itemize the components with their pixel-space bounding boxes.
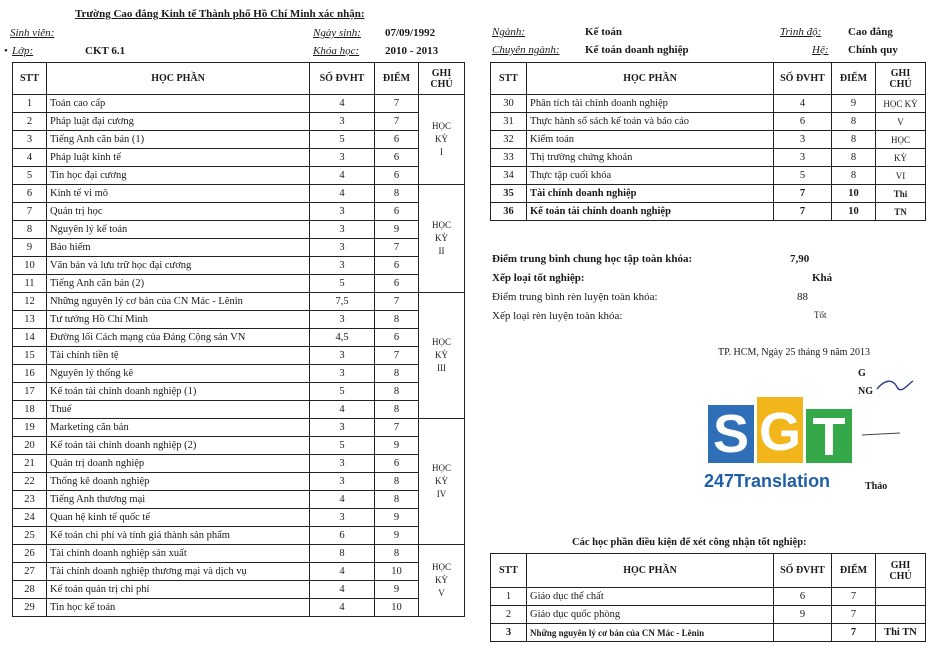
semester-cell	[419, 293, 465, 419]
row-score: 8	[832, 131, 876, 149]
row-stt: 32	[491, 131, 527, 149]
row-note: KỲ	[876, 149, 926, 167]
row-credits: 7	[774, 185, 832, 203]
table-row	[13, 167, 465, 185]
row-credits: 4	[310, 563, 375, 581]
row-score: 6	[375, 149, 419, 167]
row-subject: Nguyên lý thống kê	[47, 365, 310, 383]
dob-value: 07/09/1992	[385, 27, 436, 39]
row-score: 9	[375, 509, 419, 527]
row-subject: Tiếng Anh căn bản (1)	[47, 131, 310, 149]
row-stt: 33	[491, 149, 527, 167]
row-score: 8	[832, 167, 876, 185]
row-subject: Kế toán tài chính doanh nghiệp (1)	[47, 383, 310, 401]
table-row	[13, 437, 465, 455]
row-subject: Phân tích tài chính doanh nghiệp	[527, 95, 774, 113]
col-score: ĐIỂM	[832, 554, 876, 588]
table-row	[13, 113, 465, 131]
row-credits: 6	[774, 588, 832, 606]
student-label: Sinh viên:	[10, 27, 55, 39]
table-row	[13, 311, 465, 329]
table-row	[13, 257, 465, 275]
col-subject: HỌC PHẦN	[527, 554, 774, 588]
row-credits: 4	[310, 95, 375, 113]
table-row	[13, 131, 465, 149]
row-credits: 3	[310, 239, 375, 257]
table-row	[491, 167, 926, 185]
row-subject: Quan hệ kinh tế quốc tế	[47, 509, 310, 527]
row-stt: 5	[13, 167, 47, 185]
spec-value: Kế toán doanh nghiệp	[585, 44, 689, 56]
row-stt: 13	[13, 311, 47, 329]
row-stt: 10	[13, 257, 47, 275]
row-subject: Marketing căn bản	[47, 419, 310, 437]
row-stt: 25	[13, 527, 47, 545]
row-credits: 7,5	[310, 293, 375, 311]
row-credits: 5	[310, 383, 375, 401]
row-subject: Đường lối Cách mạng của Đảng Cộng sản VN	[47, 329, 310, 347]
row-stt: 29	[13, 599, 47, 617]
row-subject: Toán cao cấp	[47, 95, 310, 113]
row-credits: 3	[310, 221, 375, 239]
gpa-label: Điểm trung bình chung học tập toàn khóa:	[492, 253, 693, 265]
semester-label: KỲ	[435, 134, 448, 144]
row-score: 6	[375, 167, 419, 185]
row-score: 8	[375, 185, 419, 203]
row-subject: Những nguyên lý cơ bản của CN Mác - Lênin	[527, 624, 774, 642]
row-stt: 1	[13, 95, 47, 113]
semester-label: HỌC	[431, 121, 451, 131]
row-score: 9	[375, 581, 419, 599]
row-score: 6	[375, 329, 419, 347]
row-score: 8	[375, 545, 419, 563]
col-credits: SỐ ĐVHT	[310, 63, 375, 95]
row-subject: Thống kê doanh nghiệp	[47, 473, 310, 491]
row-stt: 27	[13, 563, 47, 581]
col-score: ĐIỂM	[375, 63, 419, 95]
conduct-value: 88	[797, 291, 808, 303]
row-stt: 2	[13, 113, 47, 131]
row-note	[876, 588, 926, 606]
row-stt: 11	[13, 275, 47, 293]
row-credits: 5	[774, 167, 832, 185]
system-value: Chính quy	[848, 44, 898, 56]
row-stt: 12	[13, 293, 47, 311]
row-note: Thi TN	[876, 624, 926, 642]
row-score: 9	[832, 95, 876, 113]
row-score: 7	[375, 239, 419, 257]
logo-letter-s: S	[708, 405, 754, 463]
row-subject: Tài chính tiền tệ	[47, 347, 310, 365]
row-stt: 36	[491, 203, 527, 221]
row-score: 6	[375, 257, 419, 275]
table-row	[13, 491, 465, 509]
row-note: Thi	[876, 185, 926, 203]
row-subject: Tiếng Anh thương mại	[47, 491, 310, 509]
row-subject: Kế toán tài chính doanh nghiệp	[527, 203, 774, 221]
bullet: •	[4, 45, 8, 57]
conditions-table	[490, 553, 926, 642]
col-subject: HỌC PHẦN	[47, 63, 310, 95]
col-stt: STT	[491, 554, 527, 588]
table-row	[13, 221, 465, 239]
col-score: ĐIỂM	[832, 63, 876, 95]
row-stt: 7	[13, 203, 47, 221]
table-row	[13, 455, 465, 473]
col-credits: SỐ ĐVHT	[774, 554, 832, 588]
table-row	[491, 131, 926, 149]
row-credits: 3	[774, 149, 832, 167]
conduct-rank-value: Tốt	[814, 310, 827, 320]
semester-cell	[419, 95, 465, 185]
row-credits: 9	[774, 606, 832, 624]
row-score: 9	[375, 437, 419, 455]
dob-label: Ngày sinh:	[313, 27, 361, 39]
semester-label: HỌC	[431, 463, 451, 473]
row-subject: Thuế	[47, 401, 310, 419]
row-score: 6	[375, 455, 419, 473]
row-score: 8	[375, 473, 419, 491]
row-stt: 16	[13, 365, 47, 383]
row-stt: 14	[13, 329, 47, 347]
semester-label: III	[437, 363, 446, 373]
rank-value: Khá	[812, 272, 833, 284]
table-row	[13, 419, 465, 437]
row-credits: 3	[774, 131, 832, 149]
rank-label: Xếp loại tốt nghiệp:	[492, 272, 585, 284]
semester-label: IV	[436, 489, 447, 499]
row-stt: 3	[13, 131, 47, 149]
row-credits: 4	[310, 401, 375, 419]
row-credits: 6	[774, 113, 832, 131]
row-credits: 3	[310, 149, 375, 167]
row-subject: Kế toán chi phí và tính giá thành sản phẩm	[47, 527, 310, 545]
row-subject: Bảo hiểm	[47, 239, 310, 257]
col-stt: STT	[491, 63, 527, 95]
row-credits: 5	[310, 437, 375, 455]
row-score: 9	[375, 221, 419, 239]
semester-cell	[419, 545, 465, 617]
table-row	[491, 113, 926, 131]
row-credits: 3	[310, 455, 375, 473]
level-label: Trình độ:	[780, 26, 822, 38]
table-row	[491, 588, 926, 606]
table-row	[491, 606, 926, 624]
row-score: 8	[832, 113, 876, 131]
row-subject: Quản trị doanh nghiệp	[47, 455, 310, 473]
row-score: 7	[375, 419, 419, 437]
table-row	[491, 185, 926, 203]
logo-letter-t: T	[806, 409, 852, 463]
semester-label: HỌC	[431, 220, 451, 230]
col-note: GHI CHÚ	[419, 63, 465, 95]
watermark-logo	[700, 395, 860, 505]
row-stt: 24	[13, 509, 47, 527]
row-stt: 8	[13, 221, 47, 239]
row-score: 10	[832, 185, 876, 203]
class-value: CKT 6.1	[85, 45, 126, 57]
row-stt: 19	[13, 419, 47, 437]
semester-label: KỲ	[435, 350, 448, 360]
row-stt: 4	[13, 149, 47, 167]
major-value: Kế toán	[585, 26, 622, 38]
signer-name-fragment: Thảo	[865, 481, 888, 492]
row-subject: Thực tập cuối khóa	[527, 167, 774, 185]
row-credits: 6	[310, 527, 375, 545]
conduct-rank-label: Xếp loại rèn luyện toàn khóa:	[492, 310, 623, 322]
semester-cell	[419, 419, 465, 545]
row-score: 7	[375, 95, 419, 113]
row-score: 10	[375, 599, 419, 617]
row-score: 8	[832, 149, 876, 167]
row-note: V	[876, 113, 926, 131]
row-stt: 28	[13, 581, 47, 599]
row-stt: 20	[13, 437, 47, 455]
row-score: 8	[375, 401, 419, 419]
row-score: 7	[832, 624, 876, 642]
level-value: Cao đẳng	[848, 26, 893, 38]
table-row	[13, 329, 465, 347]
row-score: 6	[375, 131, 419, 149]
signature-fragment: NG	[858, 386, 873, 397]
row-credits: 3	[310, 419, 375, 437]
row-score: 7	[375, 347, 419, 365]
row-credits: 4	[310, 581, 375, 599]
table-row	[13, 383, 465, 401]
row-subject: Pháp luật kinh tế	[47, 149, 310, 167]
semester-label: HỌC	[431, 337, 451, 347]
row-stt: 35	[491, 185, 527, 203]
row-subject: Giáo dục quốc phòng	[527, 606, 774, 624]
row-note: VI	[876, 167, 926, 185]
row-score: 8	[375, 365, 419, 383]
row-subject: Giáo dục thể chất	[527, 588, 774, 606]
table-row	[13, 401, 465, 419]
class-label: Lớp:	[12, 45, 34, 57]
row-stt: 30	[491, 95, 527, 113]
row-credits: 3	[310, 311, 375, 329]
signature-mark	[860, 425, 920, 445]
logo-letter-g: G	[757, 397, 803, 463]
row-score: 6	[375, 275, 419, 293]
row-subject: Tiếng Anh căn bản (2)	[47, 275, 310, 293]
row-subject: Tư tưởng Hồ Chí Minh	[47, 311, 310, 329]
row-stt: 22	[13, 473, 47, 491]
row-credits: 4	[310, 599, 375, 617]
row-subject: Kế toán quản trị chi phí	[47, 581, 310, 599]
row-stt: 15	[13, 347, 47, 365]
table-row	[491, 203, 926, 221]
row-subject: Pháp luật đại cương	[47, 113, 310, 131]
row-stt: 21	[13, 455, 47, 473]
row-stt: 23	[13, 491, 47, 509]
row-subject: Nguyên lý kế toán	[47, 221, 310, 239]
semester-label: KỲ	[435, 233, 448, 243]
row-subject: Kế toán tài chính doanh nghiệp (2)	[47, 437, 310, 455]
row-credits: 4	[774, 95, 832, 113]
table-row	[13, 203, 465, 221]
table-row	[13, 275, 465, 293]
row-credits: 5	[310, 275, 375, 293]
row-subject: Những nguyên lý cơ bản của CN Mác - Lênin	[47, 293, 310, 311]
table-row	[491, 624, 926, 642]
table-row	[491, 149, 926, 167]
row-credits: 3	[310, 365, 375, 383]
col-note: GHI CHÚ	[876, 554, 926, 588]
row-credits: 3	[310, 347, 375, 365]
row-subject: Kiểm toán	[527, 131, 774, 149]
semester-label: V	[438, 588, 445, 598]
row-credits: 3	[310, 203, 375, 221]
row-subject: Thị trường chứng khoán	[527, 149, 774, 167]
logo-caption: 247Translation	[704, 471, 831, 491]
row-score: 10	[375, 563, 419, 581]
row-note: HỌC KỲ	[876, 95, 926, 113]
row-credits: 3	[310, 473, 375, 491]
table-row	[13, 563, 465, 581]
row-subject: Tài chính doanh nghiệp sản xuất	[47, 545, 310, 563]
row-subject: Tài chính doanh nghiệp	[527, 185, 774, 203]
conditions-title: Các học phần điều kiện để xét công nhận tốt nghiệp:	[572, 537, 807, 548]
row-score: 8	[375, 311, 419, 329]
signature-mark	[875, 375, 915, 395]
system-label: Hệ:	[812, 44, 829, 56]
spec-label: Chuyên ngành:	[492, 44, 560, 56]
row-credits: 4,5	[310, 329, 375, 347]
row-note	[876, 606, 926, 624]
col-credits: SỐ ĐVHT	[774, 63, 832, 95]
row-credits	[774, 624, 832, 642]
table-row	[13, 581, 465, 599]
row-stt: 18	[13, 401, 47, 419]
course-value: 2010 - 2013	[385, 45, 439, 57]
row-credits: 4	[310, 167, 375, 185]
row-stt: 1	[491, 588, 527, 606]
row-subject: Quản trị học	[47, 203, 310, 221]
table-row	[13, 95, 465, 113]
semester-label: KỲ	[435, 575, 448, 585]
row-score: 9	[375, 527, 419, 545]
col-subject: HỌC PHẦN	[527, 63, 774, 95]
row-stt: 6	[13, 185, 47, 203]
row-score: 7	[832, 588, 876, 606]
row-subject: Thực hành sổ sách kế toán và báo cáo	[527, 113, 774, 131]
table-row	[13, 365, 465, 383]
row-subject: Kinh tế vi mô	[47, 185, 310, 203]
row-subject: Tin học kế toán	[47, 599, 310, 617]
row-score: 7	[375, 113, 419, 131]
row-subject: Văn bản và lưu trữ học đại cương	[47, 257, 310, 275]
gpa-value: 7,90	[790, 253, 810, 265]
row-credits: 3	[310, 257, 375, 275]
semester-cell	[419, 185, 465, 293]
table-row	[13, 239, 465, 257]
row-stt: 3	[491, 624, 527, 642]
semester-label: I	[440, 147, 443, 157]
row-credits: 8	[310, 545, 375, 563]
row-subject: Tin học đại cương	[47, 167, 310, 185]
row-stt: 31	[491, 113, 527, 131]
date-line: TP. HCM, Ngày 25 tháng 9 năm 2013	[718, 347, 870, 358]
semester-label: HỌC	[431, 562, 451, 572]
table-row	[13, 293, 465, 311]
semester-label: KỲ	[435, 476, 448, 486]
row-stt: 9	[13, 239, 47, 257]
row-subject: Tài chính doanh nghiệp thương mại và dịch vụ	[47, 563, 310, 581]
row-stt: 34	[491, 167, 527, 185]
row-credits: 5	[310, 131, 375, 149]
row-credits: 7	[774, 203, 832, 221]
grades-table-right	[490, 62, 926, 221]
table-row	[13, 473, 465, 491]
row-credits: 4	[310, 491, 375, 509]
conduct-label: Điểm trung bình rèn luyện toàn khóa:	[492, 291, 658, 303]
row-score: 7	[375, 293, 419, 311]
row-score: 8	[375, 491, 419, 509]
row-score: 7	[832, 606, 876, 624]
row-credits: 3	[310, 113, 375, 131]
table-row	[13, 149, 465, 167]
row-score: 8	[375, 383, 419, 401]
row-credits: 4	[310, 185, 375, 203]
table-row	[13, 185, 465, 203]
table-row	[491, 95, 926, 113]
table-row	[13, 527, 465, 545]
row-score: 6	[375, 203, 419, 221]
row-score: 10	[832, 203, 876, 221]
semester-label: II	[438, 246, 445, 256]
row-note: HỌC	[876, 131, 926, 149]
signature-fragment: G	[858, 368, 866, 379]
row-note: TN	[876, 203, 926, 221]
col-stt: STT	[13, 63, 47, 95]
course-label: Khóa học:	[313, 45, 360, 57]
row-stt: 17	[13, 383, 47, 401]
table-row	[13, 599, 465, 617]
major-label: Ngành:	[492, 26, 525, 38]
table-row	[13, 545, 465, 563]
row-credits: 3	[310, 509, 375, 527]
row-stt: 2	[491, 606, 527, 624]
table-row	[13, 347, 465, 365]
table-row	[13, 509, 465, 527]
school-title: Trường Cao đẳng Kinh tế Thành phố Hồ Chí Minh xác nhận:	[75, 8, 365, 20]
grades-table-left	[12, 62, 465, 617]
col-note: GHI CHÚ	[876, 63, 926, 95]
row-stt: 26	[13, 545, 47, 563]
